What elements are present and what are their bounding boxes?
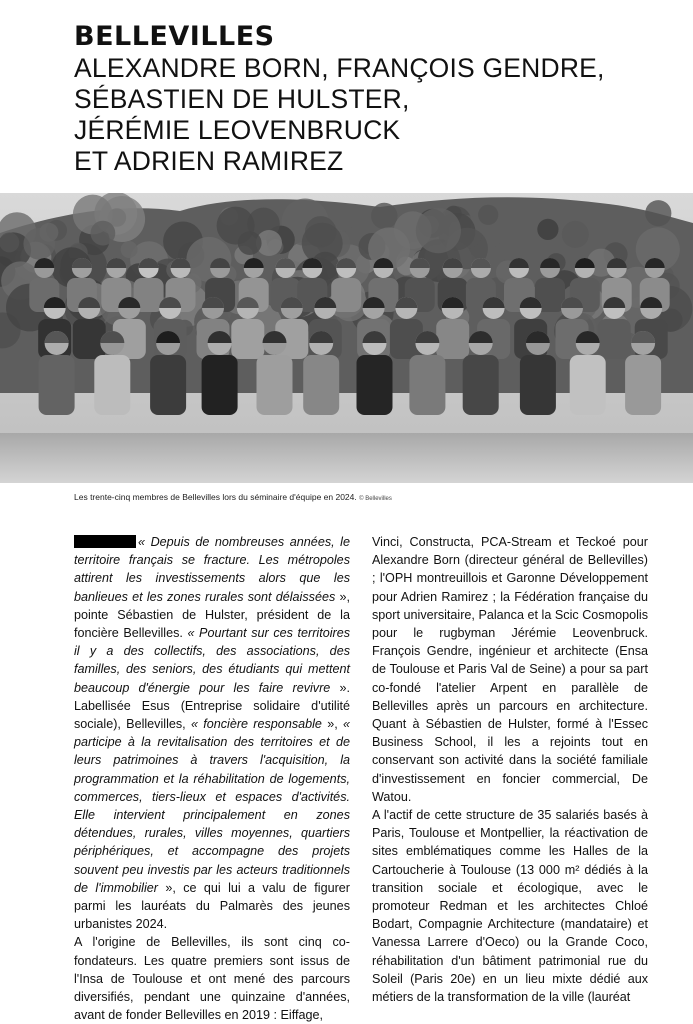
text: », pointe Sébastien de Hulster, président de la foncière Bellevilles. xyxy=(74,589,350,641)
team-photo-image xyxy=(0,193,693,483)
article-header xyxy=(74,22,674,177)
quote: « foncière responsable xyxy=(190,717,322,732)
redacted-block xyxy=(74,535,136,548)
article-column-right xyxy=(372,533,648,1006)
article-paragraph: Vinci, Constructa, PCA-Stream et Teckoé pour Alexandre Born (directeur général de Bellevilles) ; l'OPH montreuillois et Garonne Développement pour Adrien Ramirez ; la Fédération française du sport universitaire, Palanca et la Scic Cosmopolis pour le rugbyman Jérémie Leovenbruck. François Gendre, ingénieur et architecte (Ensa de Toulouse et Paris Val de Seine) a pour sa part co-fondé l'atelier Arpent en parallèle de Bellevilles après un parcours en architecture. Quant à Sébastien de Hulster, formé à l'Essec Business School, il les a rejoints tout en conservant son activité dans la société familiale d'investissement en foncier commercial, De Watou. xyxy=(372,535,648,804)
photo-credit: © Bellevilles xyxy=(359,496,392,502)
article-paragraph: A l'origine de Bellevilles, ils sont cinq co-fondateurs. Les quatre premiers sont issus de l'Insa de Toulouse et ont mené des parcours diversifiés, pendant une quinzaine d'années, avant de fonder Bellevilles en 2019 : Eiffage, xyxy=(74,935,350,1023)
founder-names-line: JÉRÉMIE LEOVENBRUCK xyxy=(74,115,401,145)
text: ». Labellisée Esus (Entreprise solidaire d'utilité sociale), Bellevilles, xyxy=(74,680,350,732)
article-paragraph xyxy=(74,533,350,933)
article-paragraph: A l'actif de cette structure de 35 salariés basés à Paris, Toulouse et Montpellier, la réactivation de sites emblématiques comme les Halles de la Cartoucherie à Toulouse (13 000 m² dédiés à la transition sociale et écologique, avec le promoteur Redman et les architectes Chloé Bodart, Compagnie Architecture (mandataire) et Vanessa Larrere d'Oeco) ou la Grande Coco, réhabilitation d'un bâtiment patrimonial rue du Soleil (Paris 20e) en un lieu mixte dédié aux métiers de la transformation de la ville (lauréat xyxy=(372,808,648,1005)
quote: « Depuis de nombreuses années, le territoire français se fracture. Les métropoles attirent les investissements alors que les banlieues et les zones rurales sont délaissées xyxy=(74,535,350,604)
page-title: BELLEVILLES xyxy=(74,21,275,52)
text: », xyxy=(321,717,343,732)
founder-names xyxy=(74,53,674,177)
article-column-left xyxy=(74,533,350,1024)
photo-caption-text: Les trente-cinq membres de Bellevilles lors du séminaire d'équipe en 2024. xyxy=(74,492,357,502)
text: », ce qui lui a valu de figurer parmi les lauréats du Palmarès des jeunes urbanistes 2024. xyxy=(74,880,350,932)
founder-names-line: ALEXANDRE BORN, FRANÇOIS GENDRE, xyxy=(74,53,605,83)
team-photo xyxy=(0,193,693,483)
founder-names-line: SÉBASTIEN DE HULSTER, xyxy=(74,84,410,114)
photo-caption xyxy=(74,492,392,502)
quote: « Pourtant sur ces territoires il y a des collectifs, des associations, des familles, des seniors, des étudiants qui mettent beaucoup d'énergie pour les faire revivre xyxy=(74,626,350,695)
quote: « participe à la revitalisation des territoires et de leurs patrimoines à travers l'acquisition, la programmation et la réhabilitation de logements, commerces, tiers-lieux et espaces d'activités. Elle intervient principalement en zones détendues, rurales, villes moyennes, quartiers périphériques, et accompagne des projets souvent peu investis par les acteurs traditionnels de l'immobilier xyxy=(74,717,351,895)
founder-names-line: ET ADRIEN RAMIREZ xyxy=(74,146,344,176)
